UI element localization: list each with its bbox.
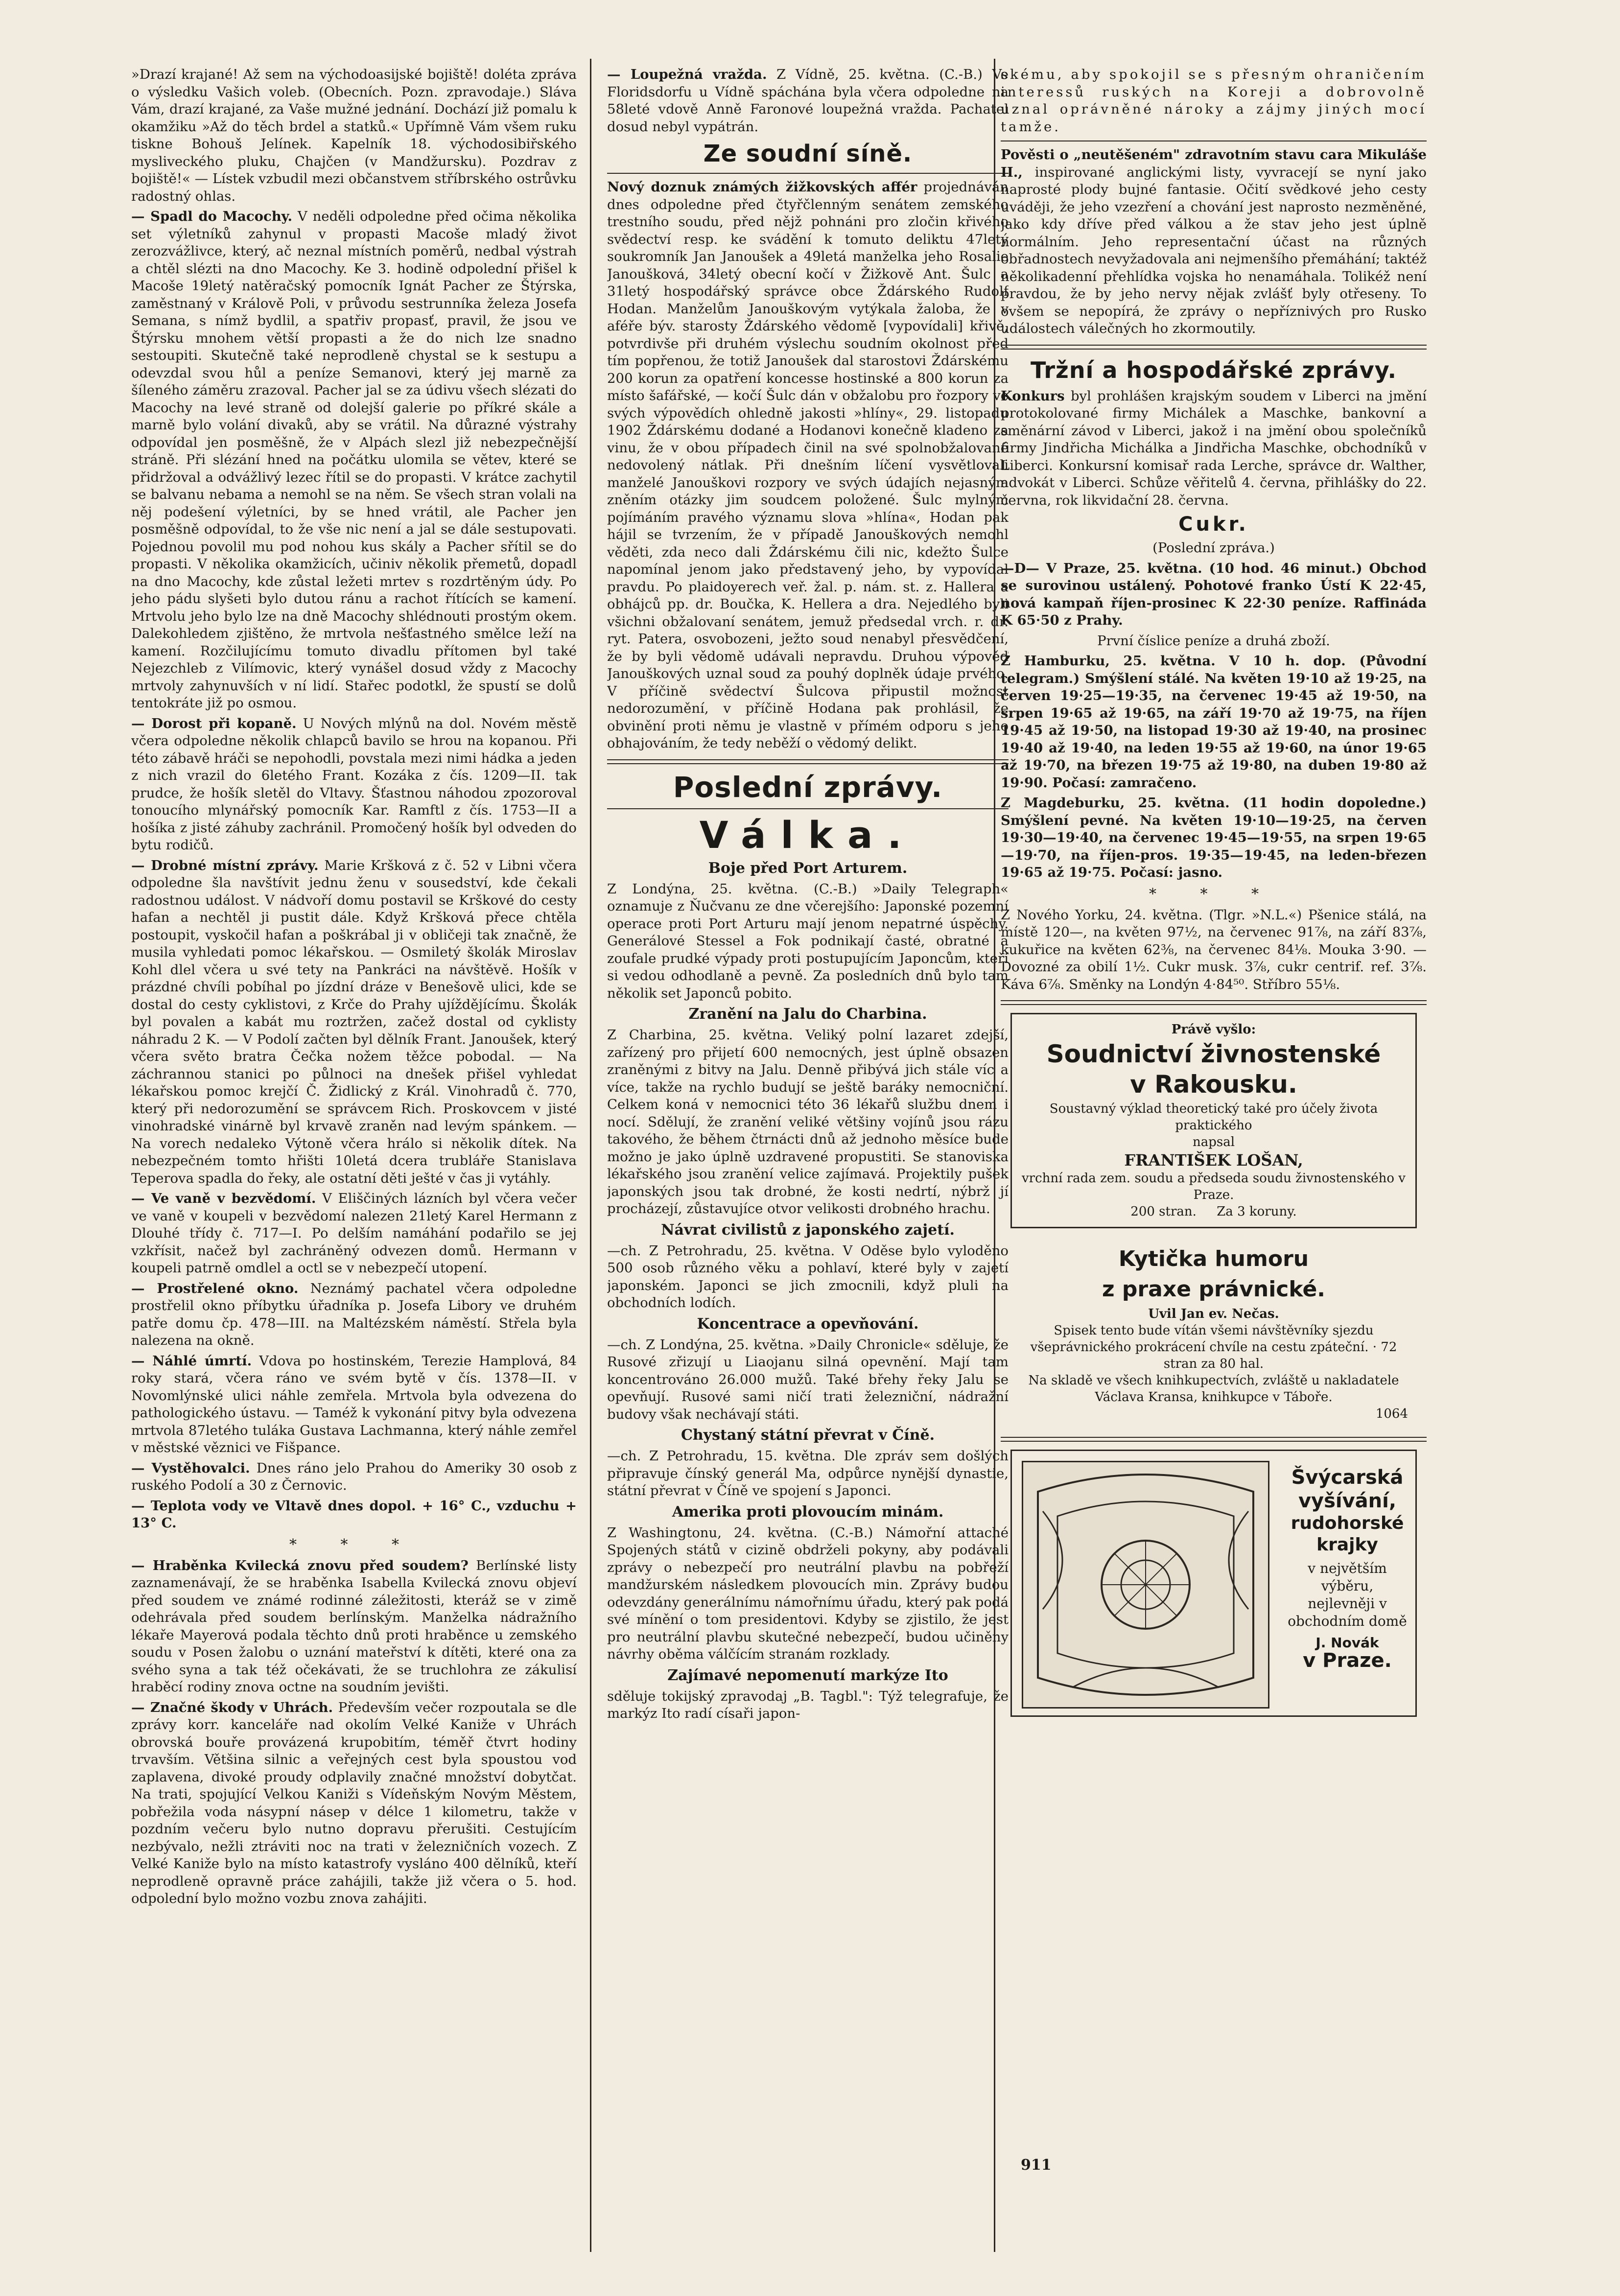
article [131, 1699, 577, 1908]
subheading: Návrat civilistů z japonského zajetí. [661, 1221, 955, 1239]
separator-stars: * * * [289, 1536, 419, 1553]
article-body: —ch. Z Petrohradu, 25. května. V Oděse bylo vyloděno 500 osob různého věku a pohlaví, které byly v zajetí japonském. Japonci se jich zmocnili, když pluli na obchodních lodích. [607, 1242, 1009, 1311]
ad-number: 1064 [1375, 1406, 1408, 1421]
subheading: Zranění na Jalu do Charbina. [688, 1006, 927, 1023]
divider [1001, 1437, 1427, 1442]
market-report: —D— V Praze, 25. května. (10 hod. 46 minut.) Obchod se surovinou ustálený. Pohotové franko Ústí K 22·45, nová kampaň říjen-prosinec K 22·30 peníze. Raffináda K 65·50 z Prahy. [1001, 560, 1427, 628]
article [131, 857, 577, 1188]
market-report: Z Magdeburku, 25. května. (11 hodin dopoledne.) Smýšlení pevné. Na květen 19·10—19·25, na červen 19·30—19·40, na červenec 19·45—19·55, na srpen 19·65—19·70, na říjen-pros. 19·35—19·45, na leden-březen 19·65 až 19·75. Počasí: jasno. [1001, 795, 1427, 880]
article [607, 179, 1009, 752]
subheading: Amerika proti plovoucím minám. [672, 1503, 944, 1521]
column-rule [590, 59, 591, 2252]
ad-title: z praxe právnické. [1102, 1277, 1326, 1302]
ad-price: Za 3 koruny. [1217, 1204, 1297, 1219]
article-body: —ch. Z Petrohradu, 15. května. Dle zpráv sem došlých připravuje čínský generál Ma, odpůrce nynější dynastie, státní převrat v Číně ve spojení s Japonci. [607, 1448, 1009, 1499]
divider [607, 173, 1009, 174]
ad-line: Právě vyšlo: [1171, 1022, 1256, 1037]
article-body: Z Charbina, 25. května. Veliký polní lazaret zdejší, zařízený pro přijetí 600 nemocných, jest úplně obsazen zraněnými z bitvy na Jalu. Denně přibývá jich stále víc a více, takže na rychlo budují se ještě baráky nemocniční. Celkem koná v nemocnici této 36 lékařů službu dnem i nocí. Sdělují, že zranění veliké většiny vojínů jsou rázu takového, že během čtrnácti dnů až jednoho měsíce bude možno je jako úplně uzdravené propustiti. Se stanoviska lékařského jsou zranění velice zajímavá. Projektily pušek japonských jsou tak drobné, že kosti nedrtí, nýbrž jí procházejí, zůstavujíce otvor velikosti drobného hrachu. [607, 1027, 1009, 1217]
subheading: Koncentrace a opevňování. [697, 1315, 919, 1333]
ad-title: Kytička humoru [1118, 1246, 1309, 1271]
ad-line: Soustavný výklad theoretický také pro účely života praktického [1049, 1101, 1378, 1133]
article-heading: Pověsti o „neutěšeném" zdravotním stavu cara Mikuláše II., [1001, 147, 1427, 180]
article-body: Marie Kršková z č. 52 v Libni včera odpoledne šla navštívit jednu ženu v sousedství, kde čekali radostnou událost. V nádvoří domu postavil se Krškové do cesty hafan a nechtěl ji pustit dále. Když Kršková přece chtěla postoupit, vyskočil hafan a poškrábal ji v obličeji tak značně, že musila vyhledati pomoc lékařskou. — Osmiletý školák Miroslav Kohl dlel včera u své tety na Pankráci na návštěvě. Hošík v prázdné chvíli pobíhal po jízdní dráze v Benešově ulici, kde se dostal do cesty cyklistovi, z Krče do Prahy ujíždějícímu. Školák byl povalen a kabát mu roztržen, začež dostal od cyklisty náhradu 2 K. — V Podolí začten byl dělník Frant. Janoušek, který včera světo bratra Čečka nožem těžce pobodal. — Na záchrannou stanici po půlnoci na dnešek přišel vyhledat lékařskou pomoc krejčí Č. Židlický z Král. Vinohradů č. 770, který při nedorozumění se správcem Rich. Proskovcem v jisté vinohradské vinárně byl krvavě zraněn nad levým spánkem. — Na vorech nedaleko Výtoně včera hrálo si několik dítek. Na nebezpečném tomto hřišti 10letá dcera trubláře Stanislava Teperova spadla do řeky, ale ostatní děti ješté v čas ji vytáhly. [131, 857, 577, 1186]
ad-title: Soudnictví živnostenské [1046, 1040, 1381, 1068]
embroidery-illustration [1022, 1461, 1269, 1709]
article-heading: — Ve vaně v bezvědomí. [131, 1191, 316, 1206]
ad-line: vrchní rada zem. soudu a předseda soudu živnostenského v Praze. [1021, 1171, 1406, 1202]
section-heading: Poslední zprávy. [673, 770, 943, 804]
section-heading: Tržní a hospodářské zprávy. [1031, 356, 1397, 383]
advertisement-humor [1010, 1236, 1417, 1429]
article-heading: — Náhlé úmrtí. [131, 1353, 252, 1369]
article-heading: — Dorost při kopaně. [131, 715, 297, 731]
article-body: Neznámý pachatel včera odpoledne prostřelil okno příbytku úřadníka p. Josefa Libory ve druhém patře domu čp. 478—III. na Maltézském náměstí. Střela byla nalezena na okně. [131, 1280, 577, 1348]
article-body: byl prohlášen krajským soudem v Liberci na jmění protokolované firmy Michálek a Maschke, bankovní a směnární závod v Liberci, jakož i na jmění obou společníků firmy Jindřicha Michálka a Jindřicha Maschke, obchodníků v Liberci. Konkursní komisař rada Lerche, správce dr. Walther, advokát v Liberci. Schůze věřitelů 4. června, přihlášky do 22. června, rok likvidační 28. června. [1001, 388, 1427, 508]
article [131, 1557, 577, 1696]
article [131, 1460, 577, 1495]
ad-title: Švýcarská [1291, 1466, 1404, 1489]
war-heading: Válka. [699, 813, 916, 857]
divider [1001, 345, 1427, 350]
article-body: V neděli odpoledne před očima několika set výletníků zahynul v propasti Macoše mladý život zerozvážlivce, který, ač neznal místních poměrů, nedbal výstrah a chtěl slézti na dno Macochy. Ke 3. hodině odpolední přišel k Macoše 19letý natěračský pomocník Ignát Pacher ze Štýrska, zaměstnaný v Králově Poli, v průvodu sestrunníka železa Josefa Semana, s nímž bydlil, a spatřiv propasť, pravil, že jsou ve Štýrsku mnohem větší propasti a že do nich lze snadno sestoupiti. Skutečně také neprodleně chystal se k sestupu a odevzdal svou hůl a peníze Semanovi, který jej marně za šíleného záměru zrazoval. Pacher jal se za údivu všech slézati do Macochy na levé straně od dolejší galerie po příkré skále a marně bylo volání divaků, aby se vrátil. Na důrazné výstrahy odpovídal jen posměšně, že v Alpách slezl již nebezpečnější stráně. Při slézání hned na počátku ulomila se větev, které se přidržoval a odvážlivý lezec řítil se do propasti. V krátce zachytil se balvanu nebama a nemohl se na něm. Se všech stran volali na něj podešení výletníci, by se hned vrátil, ale Pacher jen posměšně odpovídal, to že vše nic není a jal se dále sestupovati. Pojednou povolil mu pod nohou kus skály a Pacher sřítil se do propasti. V několika okamžicích, učiniv několik přemetů, dopadl na dno Macochy, kde zůstal ležeti mrtev s rozdrtěným údy. Po jeho pádu slyšeti bylo dutou ránu a rachot řítících se kamení. Mrtvolu jeho bylo lze na dně Macochy shlédnouti prostým okem. Dalekohledem zjištěno, že mrtvola nešťastného smělce leží na kamení. Rozčilujícímu tomuto divadlu přítomen byl také Nejezchleb z Vilímovic, který vynášel dosud vždy z Macochy mrtvoly zahynuvších v ní lidí. Stařec podotkl, že spustí se dolů tentokráte již po osmou. [131, 209, 577, 711]
advertisement-embroidery [1010, 1450, 1417, 1717]
paragraph: »Drazí krajané! Až sem na východoasijské bojiště! doléta zpráva o výsledku Vašich voleb. (Obecních. Pozn. zpravodaje.) Sláva Vám, drazí krajané, za Vaše mužné jednání. Dochází již pomalu k okamžiku »Až do těch brdel a statků.« Upřímně Vám všem ruku tiskne Bohouš Jelínek. Kapelník 18. východosibiřského myslivеckého pluku, Chajčen (v Mandžursku). Pozdrav z bojiště!« — Lístek vzbudil mezi občanstvem stříbrského ostrůvku radostný ohlas. [131, 67, 577, 204]
lace-pattern-icon [1023, 1462, 1268, 1707]
article-heading: — Hraběnka Kvilecká znovu před soudem? [131, 1557, 469, 1573]
article-heading: — Prostřelené okno. [131, 1280, 299, 1296]
ad-shop-name: J. Novák [1315, 1635, 1379, 1651]
market-note: První číslice peníze a druhá zboží. [1097, 633, 1330, 649]
ad-shop-city: v Praze. [1303, 1649, 1392, 1672]
article-body: Dnes ráno jelo Prahou do Ameriky 30 osob z ruského Podolí a 30 z Černovic. [131, 1460, 577, 1493]
article-body: inspirované anglickými listy, vyvracejí se nyní jako naprosté plody bujné fantasie. Očití svědkové jeho cesty uváději, že jeho vzezření a chování jest naprosto nezměněné, jako kdy dříve před válkou a že stav jeho jest úplně normálním. Jeho representační účast na různých obřadnostech nevyžadovala ani nejmenšího přemáhání; taktéž několikadenní přehlídka vojska ho nenamáhala. Tolikéž není pravdou, že by jeho nervy nějak zvlášť byly otřeseny. To ovšem se nepopírá, že zprávy o nepříznivých pro Rusko událostech válečných ho zkormoutily. [1001, 164, 1427, 336]
article-heading: — Teplota vody ve Vltavě dnes dopol. + 16° C., vzduchu + 13° C. [131, 1498, 577, 1531]
subheading: Zajímavé nepomenutí markýze Ito [667, 1666, 948, 1684]
advertisement-book [1010, 1013, 1417, 1228]
divider [607, 808, 1009, 809]
article [131, 1280, 577, 1350]
article-heading: — Vystěhovalci. [131, 1460, 250, 1476]
article-heading: — Drobné místní zprávy. [131, 857, 319, 873]
separator-stars: * * * [1149, 885, 1279, 903]
article [607, 66, 1009, 136]
market-report: Z Nového Yorku, 24. května. (Tlgr. »N.L.«) Pšenice stálá, na místě 120—, na květen 97½, na červenec 91⅞, na září 83⅞, kukuřice na květen 62⅜, na červenec 84⅛. Mouka 3·90. — Dovozné za obilí 1½. Cukr musk. 3⅞, cukr centrif. ref. 3⅞. Káva 6⅞. Směnky na Londýn 4·84⁵⁰. Stříbro 55⅛. [1001, 907, 1427, 992]
article-heading: — Spadl do Macochy. [131, 209, 293, 224]
ad-title: v Rakousku. [1130, 1070, 1297, 1099]
ad-line: Na skladě ve všech knihkupectvích, zvláště u nakladatele Václava Kransa, knihkupce v Táboře. [1028, 1373, 1399, 1405]
article [131, 1190, 577, 1277]
article-heading: — Loupežná vražda. [607, 67, 767, 82]
article-body: Především večer rozpoutala se dle zprávy korr. kanceláře nad okolím Velké Kaniže v Uhrách obrovská bouře provázená krupobitím, téměř čtvrt hodiny trvavším. Většina silnic a veřejných cest byla spoustou vod zaplavena, divoké proudy odplavily značné množství dobytčat. Na trati, spojující Velkou Kaniži s Vídeňským Novým Městem, pobřežila voda násypní násep v délce 1 kilometru, takže v pozdním večeru bylo nutno dopravu přerušiti. Cestujícím nezbývalo, nežli ztráviti noc na trati v železničních vozech. Z Velké Kaniže bylo na místo katastrofy vysláno 400 dělníků, kteří neprodleně opravně práce zahájili, takže již včera o 5. hod. odpolední bylo možno vozbu znova zahájiti. [131, 1699, 577, 1906]
article [131, 1353, 577, 1457]
page-number: 911 [1021, 2156, 1052, 2174]
article-body: Z Vídně, 25. května. (C.-B.) Ve Floridsdorfu u Vídně spáchána byla včera odpoledne na 58leté vdově Anně Faronové loupežná vražda. Pachatel dosud nebyl vypátrán. [607, 67, 1009, 135]
article [131, 715, 577, 854]
article-heading: Konkurs [1001, 388, 1065, 404]
section-heading: Ze soudní síně. [703, 140, 913, 167]
subsection-heading: Cukr. [1178, 513, 1249, 536]
divider [607, 759, 1009, 764]
article-heading: — Značné škody v Uhrách. [131, 1699, 333, 1715]
ad-text [1286, 1466, 1409, 1672]
article [131, 208, 577, 712]
ad-line: Uvil Jan ev. Nečas. [1148, 1307, 1279, 1321]
article-body: Z Washingtonu, 24. května. (C.-B.) Námořní attaché Spojených států v cizině obdrželi pokyny, aby podávali zprávy o nebezpečí pro neutrální plavbu na pobřeží mandžurském následkem plovoucích min. Zprávy budou odevzdány generálnímu námořnímu úřadu, který pak podá své mínění o tom presidentovi. Kdyby se zjistilo, že jest pro neutrální plavbu skutečné nebezpečí, budou učiněny návrhy oběma válčícím stranám rozklady. [607, 1524, 1009, 1662]
ad-line: Spisek tento bude vítán všemi návštěvníky sjezdu všeprávnického prokrácení chvíle na cestu zpáteční. · 72 stran za 80 hal. [1030, 1323, 1397, 1371]
ad-pages: 200 stran. [1130, 1204, 1197, 1219]
ad-line: napsal [1192, 1135, 1235, 1149]
market-report: Z Hamburku, 25. května. V 10 h. dop. (Původní telegram.) Smýšlení stálé. Na květen 19·10 až 19·25, na červen 19·25—19·35, na červenec 19·45 až 19·50, na srpen 19·65 až 19·65, na září 19·70 až 19·75, na říjen 19·45 až 19·50, na listopad 19·30 až 19·40, na prosinec 19·40 až 19·40, na leden 19·55 až 19·60, na únor 19·65 až 19·70, na březen 19·75 až 19·80, na duben 19·80 až 19·90. Počasí: zamračeno. [1001, 653, 1427, 791]
article-heading: Nový doznuk známých žižkovských affér [607, 179, 917, 195]
article-body: —ch. Z Londýna, 25. května. »Daily Chronicle« sděluje, že Rusové zřizují u Liaojanu silná opevnění. Mají tam koncentrováno 26.000 mužů. Také břehy řeky Jalu se opevňují. Rusové sami ničí trati železniční, nádražní budovy však nechávají státi. [607, 1336, 1009, 1422]
article-body: U Nových mlýnů na dol. Novém městě včera odpoledne několik chlapců bavilo se hrou na kopanou. Při této zábavě hráči se nepohodli, povstala mezi nimi hádka a jeden z nich vrazil do 6letého Frant. Kozáka z čís. 1209—II. tak prudce, že hošík sletěl do Vltavy. Šťastnou náhodou zpozoroval tonoucího mlynářský pomocník Kar. Ramftl z čís. 1753—II a hošíka z jisté záhuby zachránil. Promočený hošík byl odveden do bytu rodičů. [131, 715, 577, 853]
ad-title: rudohorské [1291, 1513, 1404, 1533]
ad-author: FRANTIŠEK LOŠAN, [1124, 1151, 1303, 1170]
article-body: Berlínské listy zaznamenávají, že se hraběnka Isabella Kvilecká znovu objeví před soudem ve známé rodinné záležitosti, kteráž se v zimě odehrávala před soudem berlínským. Manželka nádražního lékaře Mayerová podala těchto dnů proti hraběnce u zemského soudu v Posen žalobu o uznání mateřství k dítěti, které ona za svého syna a tak též očekávati, že se truchlohra ze zákulisí hraběcí rodiny znova octne na soudním jevišti. [131, 1557, 577, 1695]
column-2 [607, 66, 1009, 2249]
article [1001, 146, 1427, 338]
article-body: skému, aby spokojil se s přesným ohraničením interessů ruských na Koreji a dobrovolně uznal oprávněné nároky a zájmy jiných mocí tamže. [1001, 67, 1427, 135]
divider [1001, 1000, 1427, 1005]
ad-line [1021, 1203, 1407, 1220]
column-1 [131, 66, 577, 2249]
article [1001, 388, 1427, 510]
column-3 [1001, 66, 1427, 2249]
ad-title: vyšívání, [1298, 1490, 1397, 1512]
ad-title: krajky [1316, 1535, 1378, 1555]
ad-line: v největším výběru, nejlevněji v obchodním domě [1288, 1560, 1407, 1629]
article-body: projednáván dnes odpoledne před čtyřčlenným senátem zemského trestního soudu, před nějž pohnáni pro zločin křivého svědectví resp. ke svádění k tomuto deliktu 47letý soukromník Jan Janoušek a 49letá manželka jeho Rosalie Janoušková, 34letý obecní kočí v Žižkově Ant. Šulc a 31letý hospodářský správce obce Ždárského Rudolf Hodan. Manželům Janouškovým vytýkala žaloba, že v aféře býv. starosty Ždárského vědomě [vypovídali] křivě, potvrdivše při druhém výslechu soudním okolnost před tím popřenou, že totiž Janoušek dal starostovi Ždárskému 200 korun za opatření koncesse hostinské a 800 korun za místo šafářské, — kočí Šulc dán v obžalobu pro řozpory ve svých výpovědích ohledně jakosti »hlíny«, 29. listopadu 1902 Ždárskému dodané a Hodanovi konečně kladeno za vinu, že v obou případech činil na své spolnobžalované nedovolený nátlak. Při dnešním líčení vysvětlovali manželé Janouškovi rozpory ve svých údajích nejasným zněním otázky jim soudcem položené. Šulc mylným pojímáním pravého významu slova »hlína«, Hodan pak hájil se tvrzením, že v případě Janouškových nemohl věděti, zda neco dali Ždárskému čili nic, kdežto Šulce napomínal jenom jako představený jeho, by vypovídal pravdu. Po plaidoyerech veř. žal. p. nám. st. z. Hallera a obhájců pp. dr. Boučka, K. Hellera a dra. Nejedlého byli všichni obžalovaní senátem, jemuž předsedal vrch. r. dr. ryt. Patera, osvobozeni, ježto soud nenabyl přesvědčení, že by byli vědomě udávali nepravdu. Druhou výpověď Janouškových uznal soud za pouhý doplněk údaje prvého. V příčině svědectví Šulcova připustil možnost nedorozumění, v příčině Hodana pak prohlásil, že obvinění proti němu je vlastně v přímém odporu s jeho obhajováním, že tedy neběží o vědomý delikt. [607, 179, 1009, 751]
article-body: sděluje tokijský zpravodaj „B. Tagbl.": Týž telegrafuje, že markýz Ito radí císaři japon- [607, 1688, 1009, 1721]
subheading: Boje před Port Arturem. [708, 859, 908, 877]
article-body: V Eliščiných lázních byl včera večer ve vaně v koupeli v bezvědomí nalezen 21letý Karel Hermann z Dlouhé třídy č. 717—I. Po delším namáhání podařilo se jej vzkřísit, načež byl zachráněný odvezen domů. Hermann v koupeli patrně omdlel a octl se v nebezpečí utopení. [131, 1191, 577, 1276]
subheading-note: (Poslední zpráva.) [1152, 540, 1275, 556]
subheading: Chystaný státní převrat v Číně. [681, 1427, 935, 1444]
article-body: Z Londýna, 25. května. (C.-B.) »Daily Telegraph« oznamuje z Ňučvanu ze dne včerejšího: Japonské pozemní operace proti Port Arturu mají jenom nepatrné úspěchy. Generálové Stessel a Fok podnikají časté, obratné a zoufale prudké výpady proti postupujícím Japoncům, kteří si vedou odhodlaně a pevně. Za posledních dnů bylo tam několik set Japonců pobito. [607, 881, 1009, 1001]
article-body: Vdova po hostinském, Terezie Hamplová, 84 roky stará, včera ráno ve svém bytě v čís. 1378—II. v Novomlýnské ulici náhle zemřela. Mrtvola byla odvezena do pathologického ústavu. — Taméž k vykonání pitvy byla odvezena mrtvola 87letého tuláka Gustava Lachmanna, který náhle zemřel v městské věznici ve Fišpance. [131, 1353, 577, 1455]
